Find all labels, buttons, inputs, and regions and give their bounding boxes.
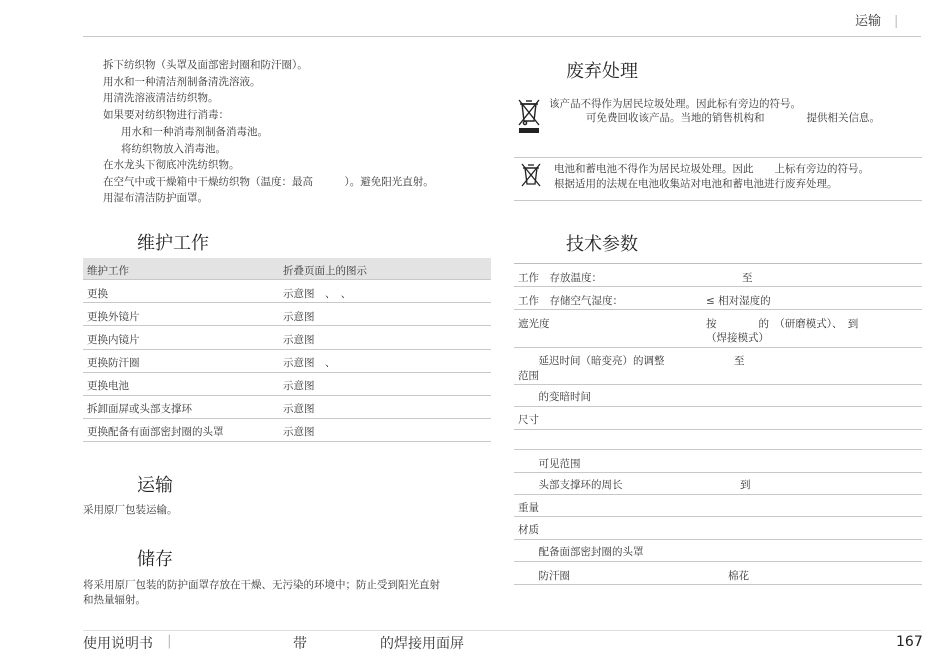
table-row-rule: [83, 372, 491, 373]
tech-row-rule: [514, 516, 922, 517]
intro-line-5: 用水和一种消毒剂制备消毒池。: [121, 126, 268, 138]
disposal-text-2b: 根据适用的法规在电池收集站对电池和蓄电池进行废弃处理。: [554, 178, 838, 190]
table-row-2-col2: 示意图: [283, 311, 315, 323]
tech-row-rule: [514, 449, 922, 450]
tech-row-rule: [514, 472, 922, 473]
table-row-6-col1: 拆卸面屏或头部支撑环: [87, 403, 192, 415]
header-separator: |: [894, 14, 899, 29]
table-row-7-col1: 更换配备有面部密封圈的头罩: [87, 426, 224, 438]
table-header-col1: 维护工作: [87, 265, 129, 277]
tech-row-rule: [514, 584, 922, 585]
table-row-3-col1: 更换内镜片: [87, 334, 140, 346]
tech-row-11-label: 材质: [518, 524, 539, 536]
tech-table: [514, 263, 922, 589]
tech-row-rule: [514, 309, 922, 310]
table-row-rule: [83, 441, 491, 442]
footer-rule: [83, 630, 921, 631]
table-row-4-col1: 更换防汗圈: [87, 357, 140, 369]
table-row-rule: [83, 302, 491, 303]
tech-row-rule: [514, 494, 922, 495]
tech-row-4-label-2: 范围: [518, 370, 539, 382]
table-row-4-col2: 示意图 、: [283, 357, 336, 369]
table-row-1-col2: 示意图 、 、: [283, 288, 352, 300]
table-row-5-col1: 更换电池: [87, 380, 129, 392]
tech-row-9-value: 到: [740, 479, 751, 491]
disposal-rule: [514, 200, 922, 201]
table-row-2-col1: 更换外镜片: [87, 311, 140, 323]
storage-text-1: 将采用原厂包装的防护面罩存放在干燥、无污染的环境中；防止受到阳光直射: [83, 579, 440, 591]
page-number: 167: [896, 634, 923, 650]
tech-row-rule: [514, 406, 922, 407]
table-row-3-col2: 示意图: [283, 334, 315, 346]
tech-row-3-value-2: （焊接模式）: [706, 332, 769, 344]
tech-row-6-label: 尺寸: [518, 414, 539, 426]
tech-row-rule: [514, 561, 922, 562]
transport-title: 运输: [137, 475, 173, 496]
table-row-7-col2: 示意图: [283, 426, 315, 438]
disposal-title: 废弃处理: [566, 61, 638, 82]
tech-row-4-label: 延迟时间（暗变亮）的调整: [528, 355, 665, 367]
storage-text-2: 和热量辐射。: [83, 594, 146, 606]
battery-bin-crossed-icon: [520, 162, 542, 188]
intro-line-6: 将纺织物放入消毒池。: [121, 143, 226, 155]
table-header-col2: 折叠页面上的图示: [283, 265, 367, 277]
tech-row-1-label: 工作 存放温度：: [518, 272, 602, 284]
footer-manual: 使用说明书: [83, 636, 153, 652]
table-row-rule: [83, 418, 491, 419]
intro-line-9: 用湿布清洁防护面罩。: [103, 192, 208, 204]
table-row-rule: [83, 325, 491, 326]
tech-row-2-label: 工作 存储空气湿度：: [518, 295, 623, 307]
tech-row-10-label: 重量: [518, 502, 539, 514]
tech-row-13-value: 棉花: [728, 570, 749, 582]
intro-line-1: 拆下纺织物（头罩及面部密封圈和防汗圈）。: [103, 59, 308, 71]
tech-row-rule: [514, 347, 922, 348]
disposal-text-1b: 可免费回收该产品。当地的销售机构和 提供相关信息。: [586, 112, 880, 124]
maintenance-title: 维护工作: [137, 233, 209, 254]
footer-title-word1: 带: [293, 636, 307, 652]
disposal-text-2a: 电池和蓄电池不得作为居民垃圾处理。因此 上标有旁边的符号。: [554, 163, 869, 175]
header-section: 运输: [855, 14, 882, 29]
storage-title: 储存: [137, 549, 173, 570]
footer-separator: |: [167, 633, 172, 649]
tech-row-5-label: 的变暗时间: [528, 391, 591, 403]
intro-line-8: 在空气中或干燥箱中干燥纺织物（温度：最高 ）。避免阳光直射。: [103, 176, 434, 188]
footer-title-word2: 的焊接用面屏: [380, 636, 464, 652]
tech-row-3-value: 按 的 （研磨模式）、 到: [706, 318, 859, 330]
tech-row-3-label: 遮光度: [518, 318, 550, 330]
intro-line-2: 用水和一种清洁剂制备清洗溶液。: [103, 76, 261, 88]
tech-row-rule: [514, 539, 922, 540]
tech-row-12-label: 配备面部密封圈的头罩: [528, 546, 644, 558]
tech-row-rule: [514, 429, 922, 430]
disposal-text-1a: 该产品不得作为居民垃圾处理。因此标有旁边的符号。: [549, 98, 801, 110]
header-rule: [83, 36, 921, 37]
table-row-5-col2: 示意图: [283, 380, 315, 392]
tech-row-4-value: 至: [734, 355, 745, 367]
maintenance-table: [83, 258, 491, 444]
table-row-6-col2: 示意图: [283, 403, 315, 415]
tech-title: 技术参数: [566, 234, 638, 255]
table-row-rule: [83, 349, 491, 350]
intro-line-3: 用清洗溶液清洁纺织物。: [103, 92, 219, 104]
table-row-1-col1: 更换: [87, 288, 108, 300]
tech-row-rule: [514, 286, 922, 287]
tech-row-rule: [514, 384, 922, 385]
table-row-rule: [83, 395, 491, 396]
tech-top-rule: [514, 263, 922, 264]
intro-line-4: 如果要对纺织物进行消毒：: [103, 109, 229, 121]
tech-row-1-value: 至: [742, 272, 753, 284]
wheelie-bin-crossed-icon: [517, 97, 541, 135]
tech-row-9-label: 头部支撑环的周长: [528, 479, 623, 491]
transport-text: 采用原厂包装运输。: [83, 504, 178, 516]
tech-row-2-value: ≤ 相对湿度的: [706, 295, 771, 307]
tech-row-8-label: 可见范围: [528, 458, 581, 470]
disposal-rule: [514, 157, 922, 158]
intro-line-7: 在水龙头下彻底冲洗纺织物。: [103, 159, 240, 171]
tech-row-13-label: 防汗圈: [528, 570, 570, 582]
